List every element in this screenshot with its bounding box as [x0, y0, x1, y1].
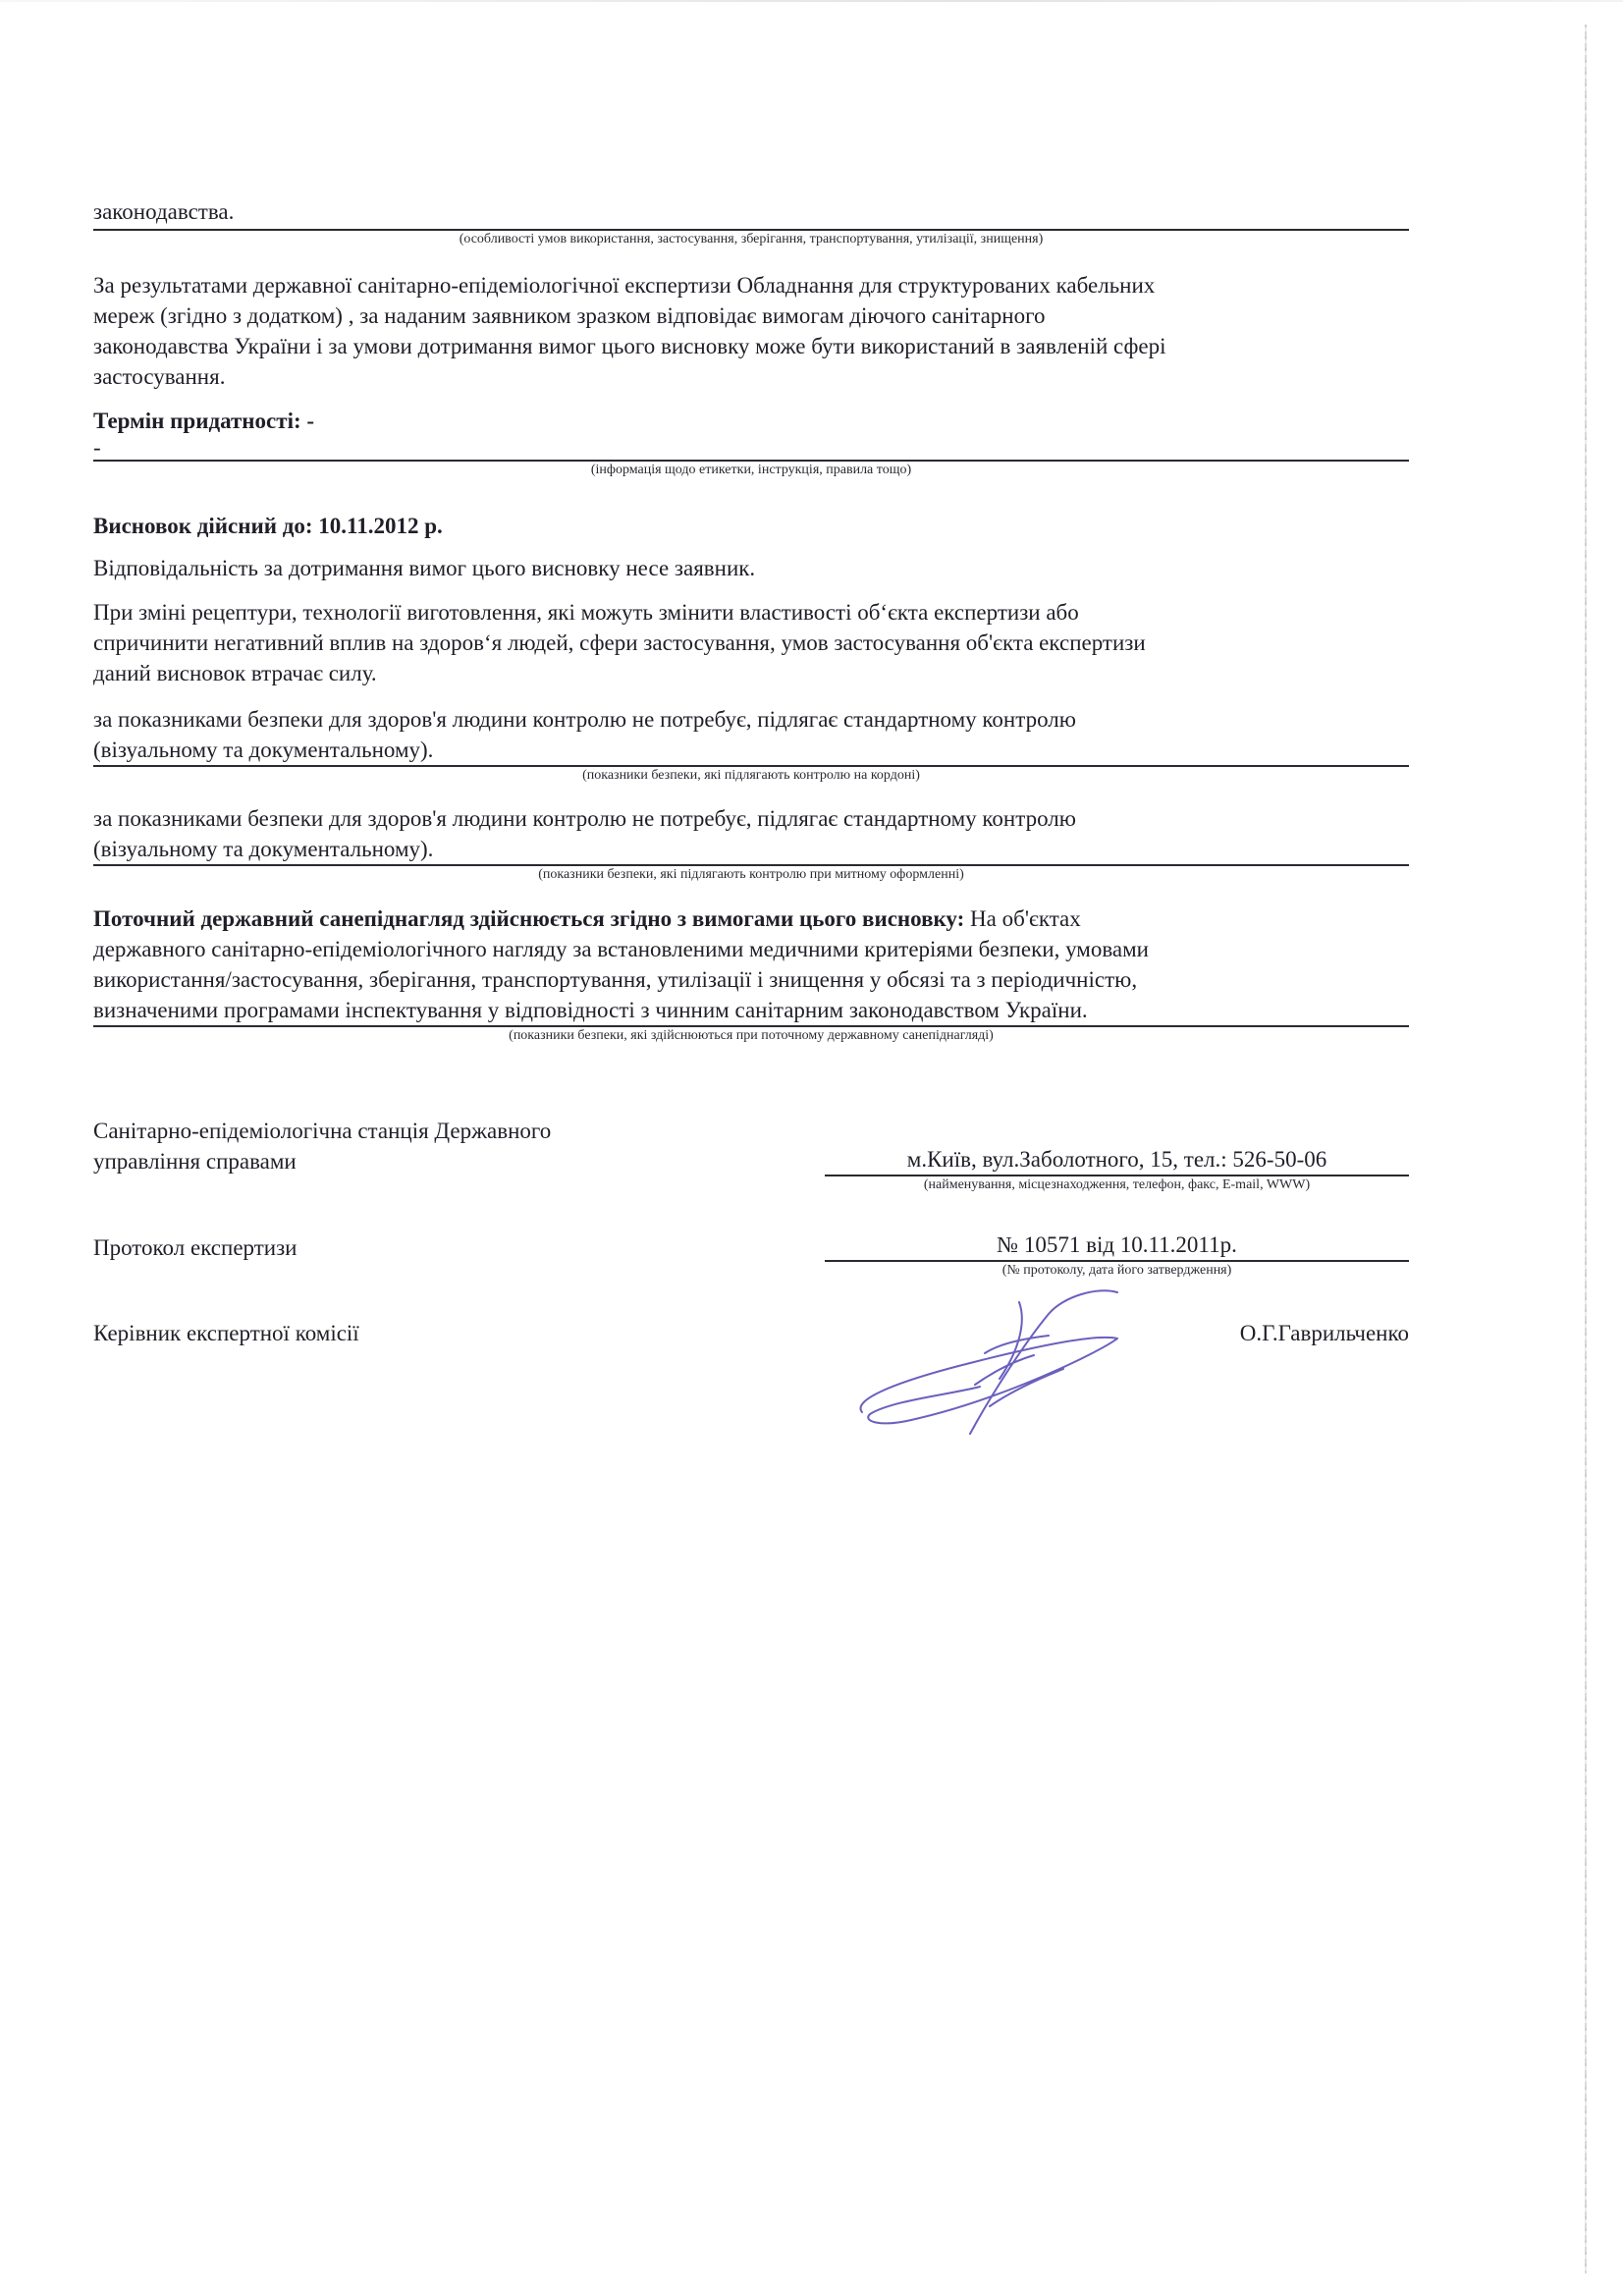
station-address: м.Київ, вул.Заболотного, 15, тел.: 526-50-06: [906, 1147, 1327, 1172]
scan-top-edge: [0, 0, 1623, 2]
station-name-line2: управління справами: [93, 1149, 297, 1174]
shelf-life-value: -: [93, 435, 101, 460]
section-top: [93, 196, 1409, 248]
section-top-text: законодавства.: [93, 199, 235, 224]
shelf-life-label: Термін придатності: -: [93, 409, 315, 433]
border-control-section: [93, 704, 1409, 785]
customs-control-line: (візуальному та документальному).: [93, 837, 434, 861]
supervision-line: визначеними програмами інспектування у відповідності з чинним санітарним законодавством України.: [93, 998, 1088, 1022]
protocol-label: Протокол експертизи: [93, 1235, 298, 1260]
supervision-section: [93, 903, 1409, 1045]
supervision-caption: (показники безпеки, які здійснюються при поточному державному санепіднагляді): [509, 1028, 994, 1043]
station-name-block: [93, 1116, 781, 1176]
head-label: Керівник експертної комісії: [93, 1321, 359, 1345]
border-control-caption: (показники безпеки, які підлягають контролю на кордоні): [582, 768, 920, 783]
scan-right-edge: [1585, 25, 1587, 2273]
protocol-label-block: [93, 1232, 781, 1263]
conclusion-line: законодавства України і за умови дотримання вимог цього висновку може бути використаний в заявленій сфері: [93, 334, 1166, 358]
change-notice-paragraph: [93, 597, 1409, 688]
change-notice-line: При зміні рецептури, технології виготовлення, які можуть змінити властивості об‘єкта експертизи або: [93, 600, 1079, 625]
customs-control-caption: (показники безпеки, які підлягають контролю при митному оформленні): [538, 867, 964, 882]
supervision-line: використання/застосування, зберігання, транспортування, утилізації і знищення у обсязі та з періодичністю,: [93, 967, 1138, 992]
supervision-lead: Поточний державний санепіднагляд здійснюється згідно з вимогами цього висновку:: [93, 906, 965, 931]
valid-until-label: Висновок дійсний до: 10.11.2012 р.: [93, 514, 443, 538]
conclusion-line: мереж (згідно з додатком) , за наданим заявником зразком відповідає вимогам діючого санітарного: [93, 303, 1046, 328]
customs-control-section: [93, 803, 1409, 884]
conclusion-line: За результатами державної санітарно-епідеміологічної експертизи Обладнання для структурованих кабельних: [93, 273, 1156, 298]
protocol-value: № 10571 від 10.11.2011р.: [997, 1232, 1237, 1257]
head-name: О.Г.Гаврильченко: [1239, 1321, 1409, 1345]
shelf-life-section: [93, 406, 1409, 479]
protocol-caption: (№ протоколу, дата його затвердження): [1001, 1263, 1232, 1278]
head-label-block: [93, 1318, 781, 1348]
station-address-block: [825, 1145, 1409, 1194]
customs-control-line: за показниками безпеки для здоров'я людини контролю не потребує, підлягає стандартному контролю: [93, 806, 1076, 831]
supervision-lead-rest: На об'єктах: [964, 906, 1081, 931]
conclusion-paragraph: [93, 270, 1409, 392]
signature-icon: [852, 1285, 1137, 1442]
station-address-caption: (найменування, місцезнаходження, телефон, факс, E-mail, WWW): [923, 1177, 1311, 1192]
protocol-value-block: [825, 1230, 1409, 1280]
change-notice-line: даний висновок втрачає силу.: [93, 661, 377, 685]
station-name-line1: Санітарно-епідеміологічна станція Державного: [93, 1119, 552, 1143]
border-control-line: (візуальному та документальному).: [93, 738, 434, 762]
responsibility-section: [93, 553, 1409, 583]
supervision-line: державного санітарно-епідеміологічного нагляду за встановленими медичними критеріями безпеки, умовами: [93, 937, 1149, 961]
shelf-life-caption: (інформація щодо етикетки, інструкція, правила тощо): [590, 463, 912, 477]
border-control-line: за показниками безпеки для здоров'я людини контролю не потребує, підлягає стандартному контролю: [93, 707, 1076, 732]
responsibility-text: Відповідальність за дотримання вимог цього висновку несе заявник.: [93, 556, 756, 580]
conclusion-line: застосування.: [93, 364, 226, 389]
section-top-caption: (особливості умов використання, застосування, зберігання, транспортування, утилізації, знищення): [459, 232, 1044, 246]
change-notice-line: спричинити негативний вплив на здоров‘я людей, сфери застосування, умов застосування об'єкта експертизи: [93, 630, 1146, 655]
valid-until-section: [93, 511, 1409, 541]
